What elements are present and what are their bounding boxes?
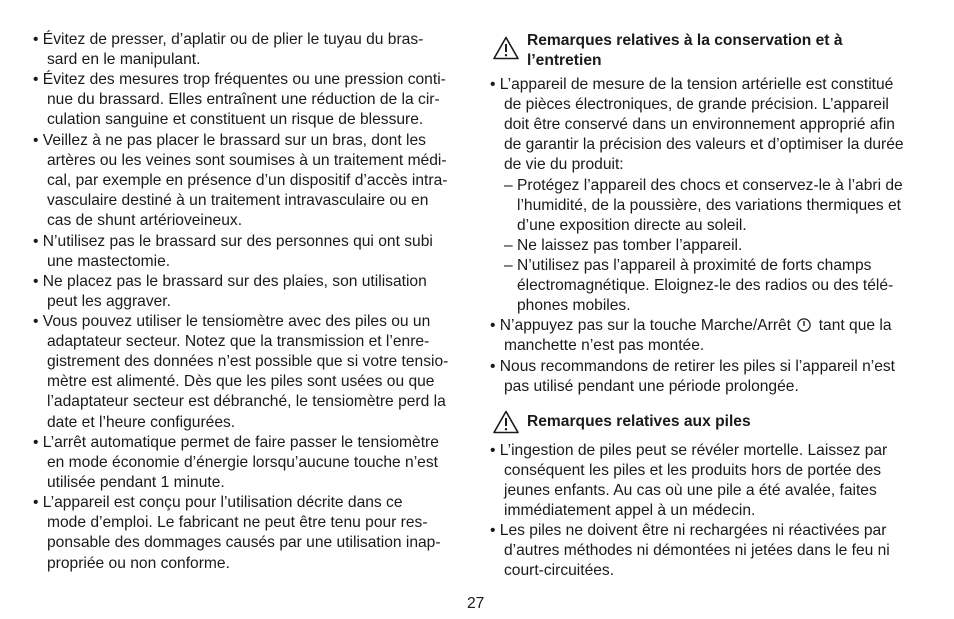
r-bullet-4-line-4: immédiatement appel à un médecin. bbox=[504, 502, 756, 519]
bullet-3-line-1: • Veillez à ne pas placer le brassard sur un bras, dont les bbox=[33, 132, 426, 149]
r-bullet-4-line-3: jeunes enfants. Au cas où une pile a été avalée, faites bbox=[504, 482, 877, 499]
r-bullet-1-line-2: de pièces électroniques, de grande précision. L’appareil bbox=[504, 96, 889, 113]
dash-3-line-2: électromagnétique. Eloignez-le des radios ou des télé- bbox=[517, 277, 894, 294]
r-bullet-3-line-2: pas utilisé pendant une période prolongée. bbox=[504, 378, 799, 395]
bullet-7-line-2: en mode économie d’énergie lorsqu’aucune touche n’est bbox=[47, 454, 438, 471]
page-number: 27 bbox=[467, 595, 485, 612]
r-bullet-4-line-2: conséquent les piles et les produits hors de portée des bbox=[504, 462, 882, 479]
r-bullet-2-text-before: • N’appuyez pas sur la touche Marche/Arrêt bbox=[490, 317, 792, 334]
dash-3-line-3: phones mobiles. bbox=[517, 297, 631, 314]
r-bullet-1-line-1: • L’appareil de mesure de la tension artérielle est constitué bbox=[490, 76, 894, 93]
r-bullet-2-line-1 bbox=[490, 316, 892, 336]
dash-3-line-1: – N’utilisez pas l’appareil à proximité de forts champs bbox=[504, 257, 872, 274]
dash-1-line-2: l’humidité, de la poussière, des variations thermiques et bbox=[517, 197, 901, 214]
bullet-2-line-2: nue du brassard. Elles entraînent une réduction de la cir- bbox=[47, 91, 440, 108]
r-bullet-4-line-1: • L’ingestion de piles peut se révéler mortelle. Laissez par bbox=[490, 442, 888, 459]
bullet-8-line-4: propriée ou non conforme. bbox=[47, 555, 230, 572]
bullet-8-line-3: ponsable des dommages causés par une utilisation inap- bbox=[47, 534, 441, 551]
bullet-5-line-1: • Ne placez pas le brassard sur des plaies, son utilisation bbox=[33, 273, 427, 290]
bullet-6-line-1: • Vous pouvez utiliser le tensiomètre avec des piles ou un bbox=[33, 313, 431, 330]
bullet-8-line-2: mode d’emploi. Le fabricant ne peut être tenu pour res- bbox=[47, 514, 428, 531]
bullet-5-line-2: peut les aggraver. bbox=[47, 293, 171, 310]
bullet-6-line-3: gistrement des données n’est possible que si votre tensio- bbox=[47, 353, 449, 370]
bullet-3-line-2: artères ou les veines sont soumises à un traitement médi- bbox=[47, 152, 447, 169]
bullet-6-line-4: mètre est alimenté. Dès que les piles sont usées ou que bbox=[47, 373, 435, 390]
bullet-3-line-3: cal, par exemple en présence d’un dispositif d’accès intra- bbox=[47, 172, 448, 189]
r-bullet-2-line-2: manchette n’est pas montée. bbox=[504, 337, 705, 354]
bullet-3-line-4: vasculaire destiné à un traitement intravasculaire ou en bbox=[47, 192, 429, 209]
bullet-4-line-1: • N’utilisez pas le brassard sur des personnes qui ont subi bbox=[33, 233, 433, 250]
bullet-3-line-5: cas de shunt artérioveineux. bbox=[47, 212, 243, 229]
r-bullet-3-line-1: • Nous recommandons de retirer les piles si l’appareil n’est bbox=[490, 358, 896, 375]
r-bullet-5-line-3: court-circuitées. bbox=[504, 562, 615, 579]
warning-triangle-icon bbox=[493, 410, 519, 434]
power-button-icon bbox=[797, 318, 811, 332]
bullet-7-line-3: utilisée pendant 1 minute. bbox=[47, 474, 225, 491]
bullet-6-line-2: adaptateur secteur. Notez que la transmission et l’enre- bbox=[47, 333, 430, 350]
bullet-2-line-1: • Évitez des mesures trop fréquentes ou une pression conti- bbox=[33, 71, 446, 88]
dash-2-line-1: – Ne laissez pas tomber l’appareil. bbox=[504, 237, 743, 254]
heading-batteries: Remarques relatives aux piles bbox=[527, 413, 751, 430]
warning-triangle-icon bbox=[493, 36, 519, 60]
bullet-7-line-1: • L’arrêt automatique permet de faire passer le tensiomètre bbox=[33, 434, 439, 451]
r-bullet-1-line-3: doit être conservé dans un environnement approprié afin bbox=[504, 116, 895, 133]
bullet-1-line-1: • Évitez de presser, d’aplatir ou de plier le tuyau du bras- bbox=[33, 31, 424, 48]
dash-1-line-3: d’une exposition directe au soleil. bbox=[517, 217, 747, 234]
r-bullet-2-text-after: tant que la bbox=[818, 317, 892, 334]
bullet-1-line-2: sard en le manipulant. bbox=[47, 51, 201, 68]
bullet-6-line-5: l’adaptateur secteur est débranché, le tensiomètre perd la bbox=[47, 393, 446, 410]
bullet-2-line-3: culation sanguine et constituent un risque de blessure. bbox=[47, 111, 424, 128]
heading-maintenance-line-1: Remarques relatives à la conservation et à bbox=[527, 32, 843, 49]
r-bullet-1-line-5: de vie du produit: bbox=[504, 156, 624, 173]
bullet-4-line-2: une mastectomie. bbox=[47, 253, 171, 270]
bullet-6-line-6: date et l’heure configurées. bbox=[47, 414, 236, 431]
heading-maintenance-line-2: l’entretien bbox=[527, 52, 602, 69]
r-bullet-5-line-2: d’autres méthodes ni démontées ni jetées dans le feu ni bbox=[504, 542, 890, 559]
dash-1-line-1: – Protégez l’appareil des chocs et conservez-le à l’abri de bbox=[504, 177, 903, 194]
bullet-8-line-1: • L’appareil est conçu pour l’utilisation décrite dans ce bbox=[33, 494, 403, 511]
r-bullet-5-line-1: • Les piles ne doivent être ni rechargées ni réactivées par bbox=[490, 522, 887, 539]
r-bullet-1-line-4: de garantir la précision des valeurs et d’optimiser la durée bbox=[504, 136, 904, 153]
